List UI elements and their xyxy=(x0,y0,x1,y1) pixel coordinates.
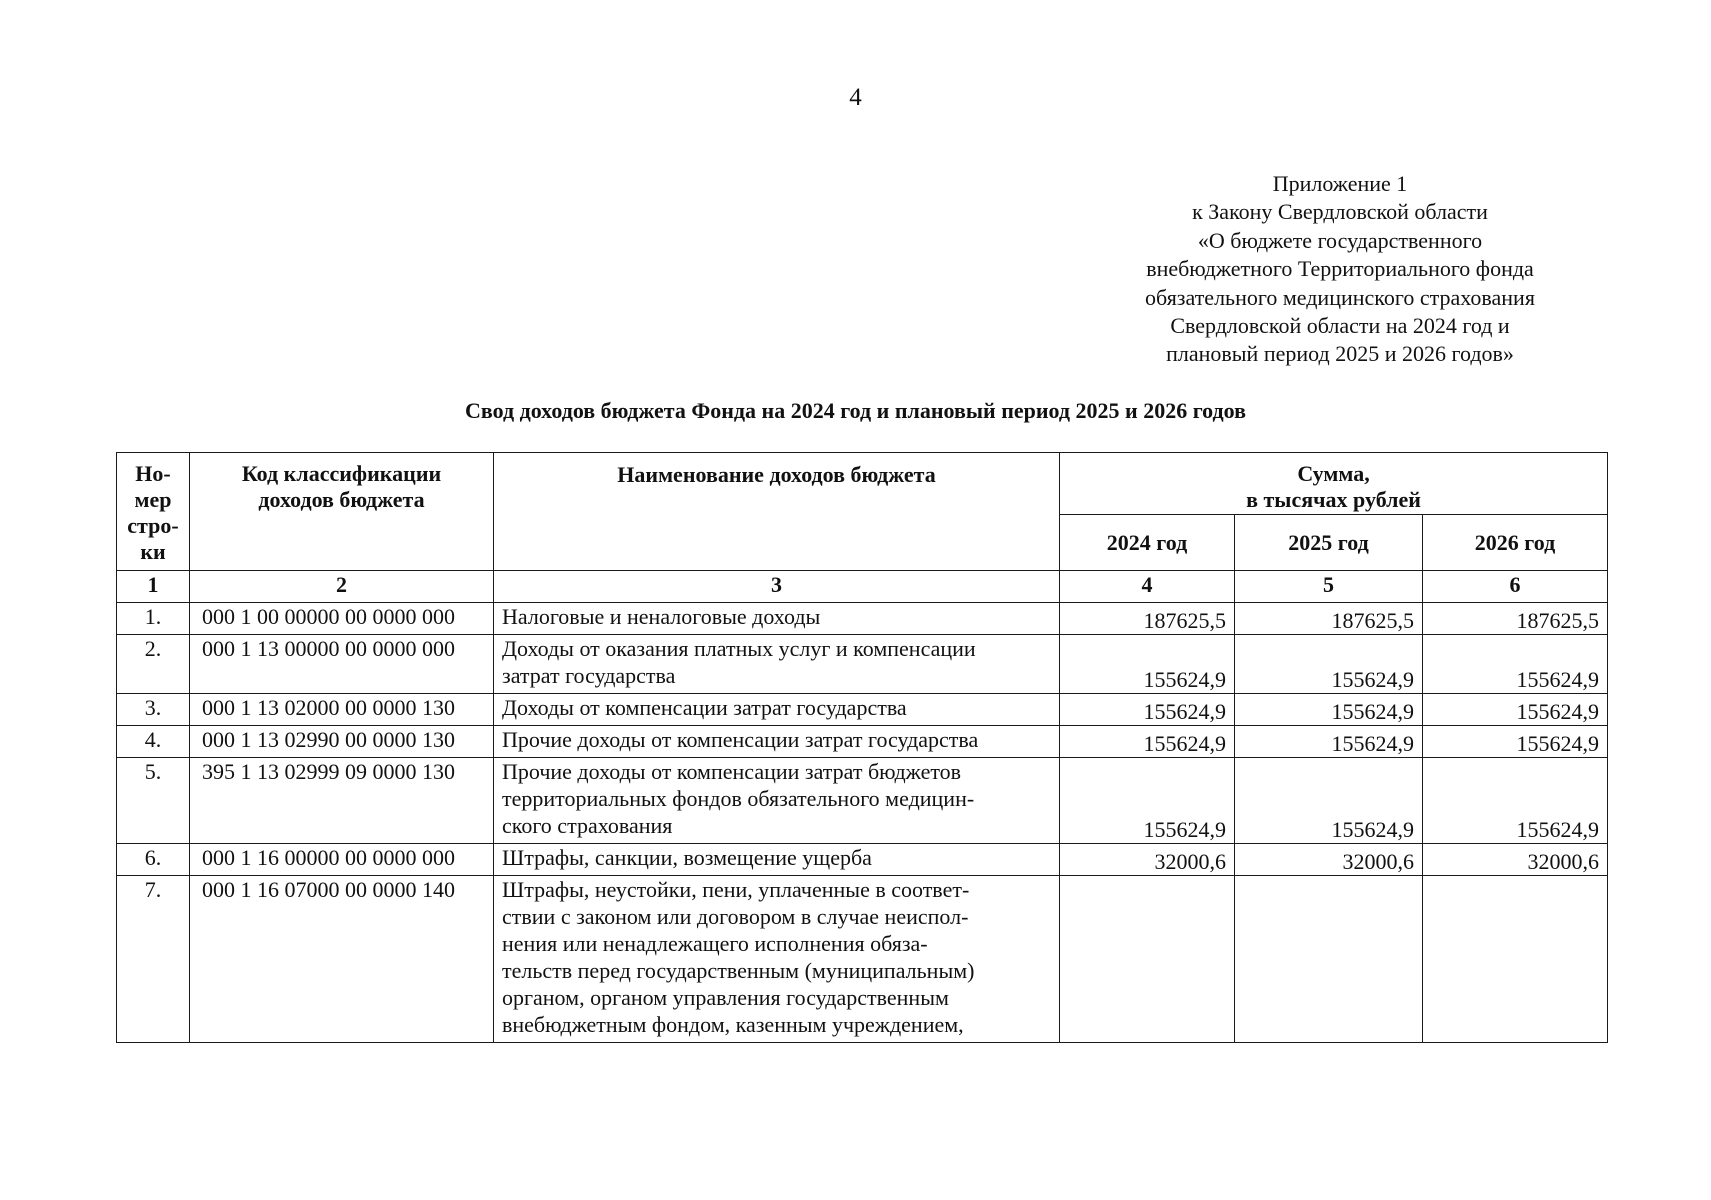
revenue-name-line: затрат государства xyxy=(502,663,676,688)
column-number: 2 xyxy=(190,571,494,603)
column-number: 3 xyxy=(494,571,1060,603)
revenue-name xyxy=(494,876,1060,1043)
classification-code: 000 1 13 02000 00 0000 130 xyxy=(190,694,494,726)
header-year-2024: 2024 год xyxy=(1060,515,1235,571)
revenue-name-line: территориальных фондов обязательного медицин- xyxy=(502,786,975,811)
revenue-name xyxy=(494,694,1060,726)
table-row xyxy=(117,635,1608,694)
appendix-line: Приложение 1 xyxy=(1272,171,1408,196)
revenue-name-line: ствии с законом или договором в случае неиспол- xyxy=(502,904,969,929)
table-row xyxy=(117,844,1608,876)
page-number: 4 xyxy=(849,84,862,111)
amount-2024: 155624,9 xyxy=(1060,694,1235,726)
amount-2025 xyxy=(1235,876,1423,1043)
header-year-2025: 2025 год xyxy=(1235,515,1423,571)
revenue-name-line: Налоговые и неналоговые доходы xyxy=(502,604,821,629)
amount-2024: 187625,5 xyxy=(1060,603,1235,635)
header-name xyxy=(494,453,1060,571)
row-number: 6. xyxy=(117,844,190,876)
header-text: стро- xyxy=(127,513,179,538)
amount-2026: 155624,9 xyxy=(1423,726,1608,758)
column-number: 4 xyxy=(1060,571,1235,603)
revenue-name-line: ского страхования xyxy=(502,813,673,838)
table-row xyxy=(117,758,1608,844)
amount-2024: 155624,9 xyxy=(1060,635,1235,694)
amount-2025: 155624,9 xyxy=(1235,694,1423,726)
amount-2025: 155624,9 xyxy=(1235,758,1423,844)
header-text: в тысячах рублей xyxy=(1246,487,1421,512)
revenue-name-line: Штрафы, неустойки, пени, уплаченные в соответ- xyxy=(502,877,970,902)
amount-2024: 155624,9 xyxy=(1060,758,1235,844)
amount-2025: 155624,9 xyxy=(1235,635,1423,694)
classification-code: 395 1 13 02999 09 0000 130 xyxy=(190,758,494,844)
header-text: Сумма, xyxy=(1297,461,1370,486)
classification-code: 000 1 16 00000 00 0000 000 xyxy=(190,844,494,876)
revenue-name xyxy=(494,758,1060,844)
row-number: 5. xyxy=(117,758,190,844)
amount-2026: 155624,9 xyxy=(1423,694,1608,726)
table-row xyxy=(117,603,1608,635)
appendix-line: Свердловской области на 2024 год и xyxy=(1170,313,1510,339)
classification-code: 000 1 16 07000 00 0000 140 xyxy=(190,876,494,1043)
row-number: 3. xyxy=(117,694,190,726)
amount-2026: 187625,5 xyxy=(1423,603,1608,635)
revenue-name-line: тельств перед государственным (муниципальным) xyxy=(502,958,975,983)
classification-code: 000 1 00 00000 00 0000 000 xyxy=(190,603,494,635)
revenue-name xyxy=(494,603,1060,635)
table-row xyxy=(117,694,1608,726)
appendix-note xyxy=(1100,170,1580,369)
appendix-line: обязательного медицинского страхования xyxy=(1145,284,1535,310)
header-amount xyxy=(1060,453,1608,515)
column-number-row xyxy=(117,571,1608,603)
header-text: Наименование доходов бюджета xyxy=(617,462,936,487)
appendix-line: к Закону Свердловской области xyxy=(1192,199,1488,225)
header-code xyxy=(190,453,494,571)
row-number: 7. xyxy=(117,876,190,1043)
amount-2026: 155624,9 xyxy=(1423,758,1608,844)
table-row xyxy=(117,876,1608,1043)
amount-2024: 32000,6 xyxy=(1060,844,1235,876)
revenue-table xyxy=(116,452,1608,1043)
amount-2025: 155624,9 xyxy=(1235,726,1423,758)
column-number: 6 xyxy=(1423,571,1608,603)
appendix-line: «О бюджете государственного xyxy=(1197,227,1483,253)
revenue-name-line: Доходы от компенсации затрат государства xyxy=(502,695,907,720)
revenue-name-line: Прочие доходы от компенсации затрат бюджетов xyxy=(502,759,962,784)
row-number: 2. xyxy=(117,635,190,694)
amount-2026 xyxy=(1423,876,1608,1043)
header-year-2026: 2026 год xyxy=(1423,515,1608,571)
revenue-name-line: нения или ненадлежащего исполнения обяза- xyxy=(502,931,928,956)
amount-2024: 155624,9 xyxy=(1060,726,1235,758)
revenue-name-line: внебюджетным фондом, казенным учреждением, xyxy=(502,1012,964,1037)
amount-2025: 32000,6 xyxy=(1235,844,1423,876)
classification-code: 000 1 13 00000 00 0000 000 xyxy=(190,635,494,694)
revenue-name xyxy=(494,726,1060,758)
row-number: 1. xyxy=(117,603,190,635)
column-number: 5 xyxy=(1235,571,1423,603)
revenue-name xyxy=(494,635,1060,694)
revenue-name-line: Прочие доходы от компенсации затрат государства xyxy=(502,727,979,752)
header-row xyxy=(117,453,1608,515)
appendix-line: внебюджетного Территориального фонда xyxy=(1146,256,1534,282)
table-row xyxy=(117,726,1608,758)
row-number: 4. xyxy=(117,726,190,758)
revenue-name-line: Доходы от оказания платных услуг и компенсации xyxy=(502,636,976,661)
header-text: ки xyxy=(140,539,166,564)
amount-2025: 187625,5 xyxy=(1235,603,1423,635)
header-text: доходов бюджета xyxy=(258,487,425,512)
revenue-name-line: Штрафы, санкции, возмещение ущерба xyxy=(502,845,872,870)
column-number: 1 xyxy=(117,571,190,603)
amount-2026: 155624,9 xyxy=(1423,635,1608,694)
classification-code: 000 1 13 02990 00 0000 130 xyxy=(190,726,494,758)
document-title: Свод доходов бюджета Фонда на 2024 год и плановый период 2025 и 2026 годов xyxy=(464,398,1247,423)
header-text: Код классификации xyxy=(241,461,442,486)
amount-2024 xyxy=(1060,876,1235,1043)
revenue-name-line: органом, органом управления государственным xyxy=(502,985,949,1010)
appendix-line: плановый период 2025 и 2026 годов» xyxy=(1166,341,1514,367)
revenue-name xyxy=(494,844,1060,876)
amount-2026: 32000,6 xyxy=(1423,844,1608,876)
header-text: Но- xyxy=(135,461,171,486)
header-row-number xyxy=(117,453,190,571)
header-text: мер xyxy=(134,487,172,512)
